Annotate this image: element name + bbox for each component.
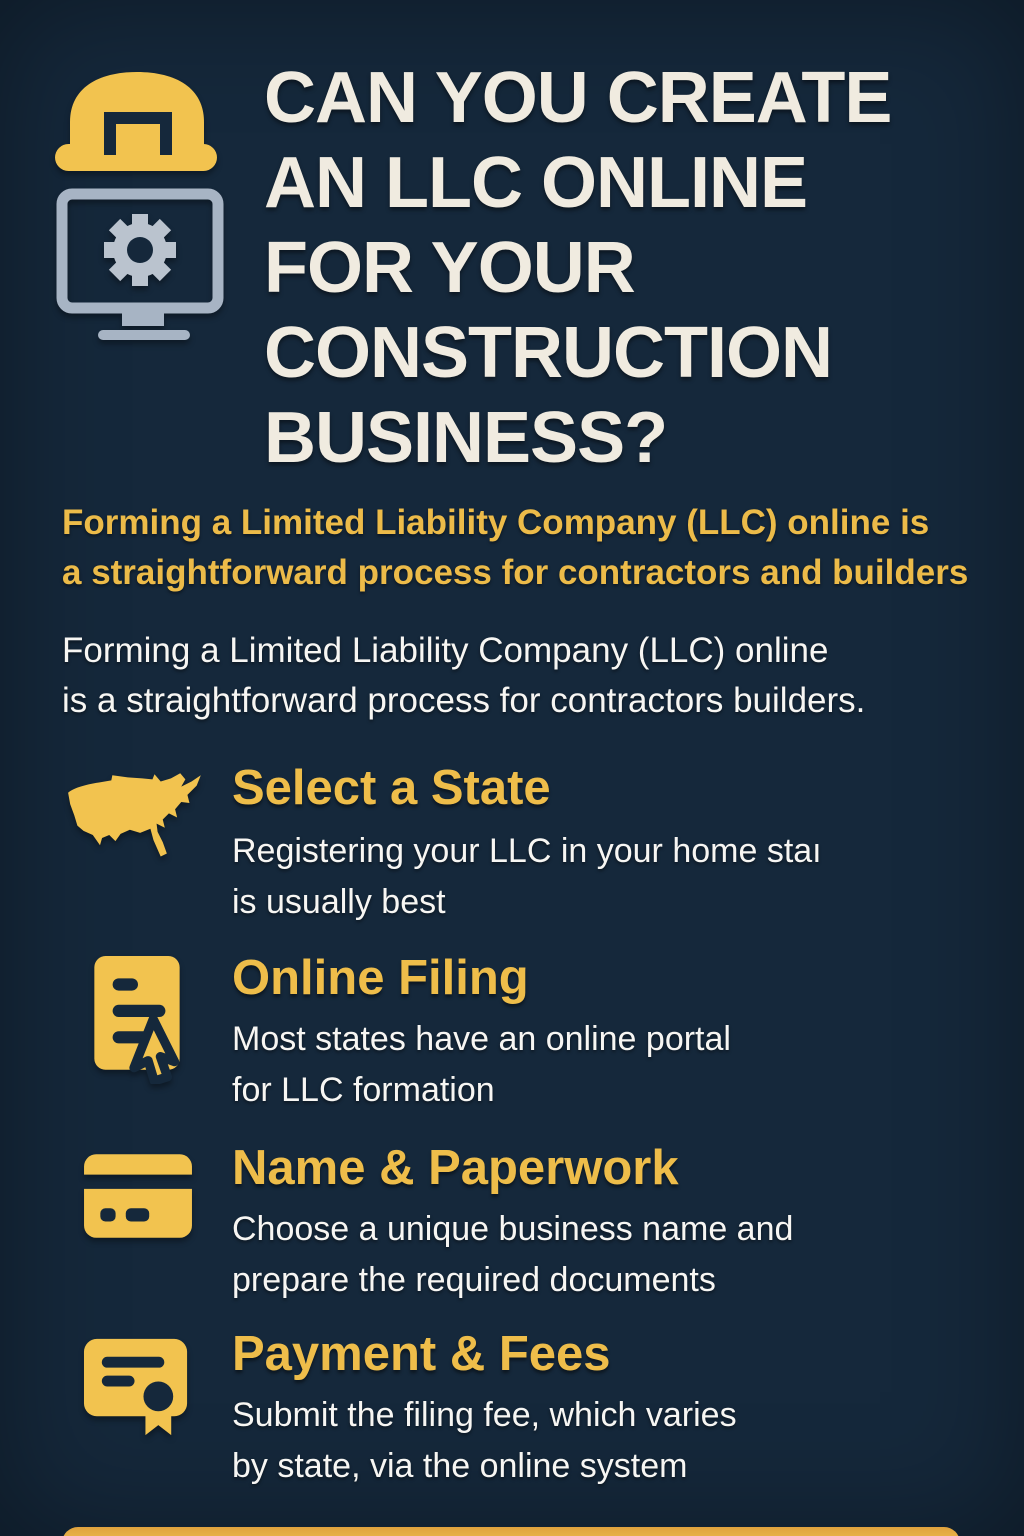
step-body-line: Choose a unique business name and [232,1210,794,1248]
intro-highlight-line: Forming a Limited Liability Company (LLC) online is [62,503,930,542]
step-body-online-filing [232,1014,731,1116]
monitor-gear-icon [52,186,228,342]
step-body-line: prepare the required documents [232,1261,716,1299]
step-body-line: by state, via the online system [232,1447,688,1485]
hard-hat-icon [52,64,220,174]
page-title [264,56,984,481]
step-body-line: Registering your LLC in your home staı [232,832,822,870]
title-line: CONSTRUCTION [264,313,832,393]
title-line: CAN YOU CREATE [264,58,892,138]
step-title-select-state: Select a State [232,761,551,815]
title-line: FOR YOUR [264,228,635,308]
step-body-line: Most states have an online portal [232,1020,731,1058]
step-body-payment-fees [232,1390,737,1492]
certificate-icon [82,1332,196,1442]
title-line: AN LLC ONLINE [264,143,807,223]
intro-highlight [62,498,1002,598]
intro-body-line: is a straightforward process for contractors builders. [62,681,866,720]
step-body-line: for LLC formation [232,1071,495,1109]
step-title-online-filing: Online Filing [232,951,529,1005]
document-click-icon [82,952,194,1084]
step-body-select-state [232,826,822,928]
step-body-line: Submit the filing fee, which varies [232,1396,737,1434]
step-body-line: is usually best [232,883,446,921]
credit-card-icon [82,1150,194,1242]
intro-highlight-line: a straightforward process for contractors and builders [62,553,969,592]
bottom-banner [62,1527,960,1536]
step-title-name-paperwork: Name & Paperwork [232,1141,679,1195]
intro-body-line: Forming a Limited Liability Company (LLC) online [62,631,829,670]
step-body-name-paperwork [232,1204,793,1306]
us-map-icon [64,770,208,868]
title-line: BUSINESS? [264,398,668,478]
step-title-payment-fees: Payment & Fees [232,1327,611,1381]
intro-body [62,626,1002,726]
